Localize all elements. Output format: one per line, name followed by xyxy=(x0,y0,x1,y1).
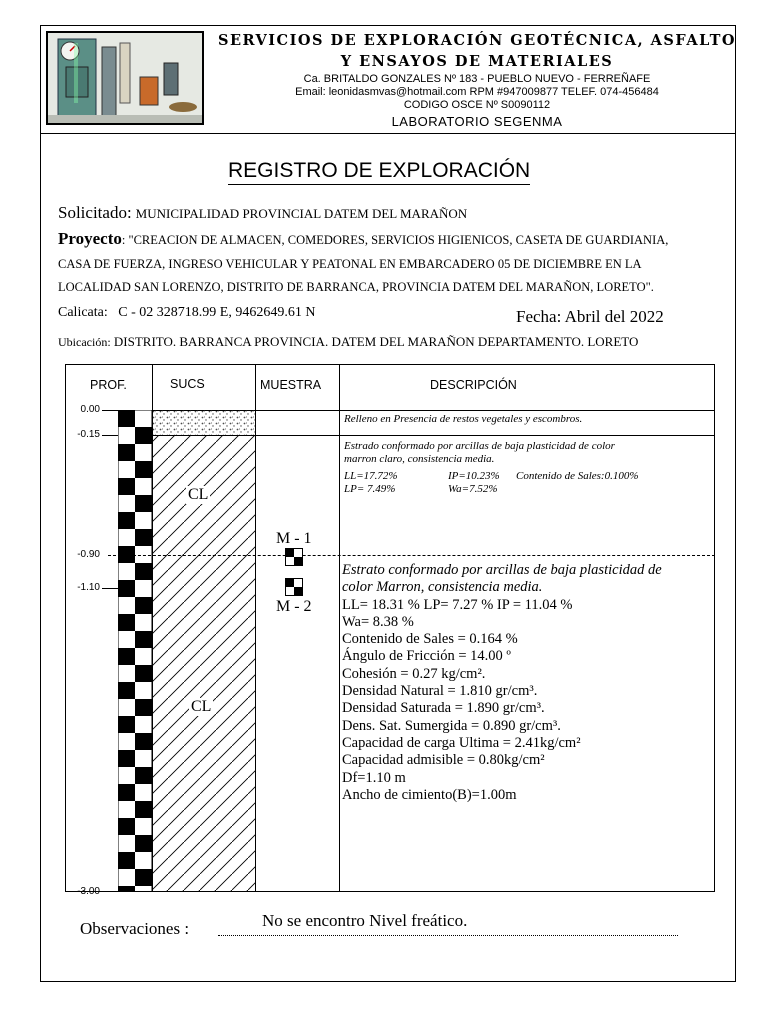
sample-label-m1: M - 1 xyxy=(276,530,312,547)
ubicacion-label: Ubicación: xyxy=(58,335,111,349)
ubicacion-row xyxy=(58,334,638,350)
layer2-props-row1 xyxy=(344,470,714,483)
layer2-sales: Contenido de Sales:0.100% xyxy=(516,470,639,482)
layer3-prop: Contenido de Sales = 0.164 % xyxy=(342,631,518,648)
col-divider-muestra xyxy=(255,364,256,892)
layer2-description xyxy=(344,440,714,496)
header-sucs: SUCS xyxy=(170,377,205,391)
depth-scale-column xyxy=(118,410,152,892)
depth-tick xyxy=(102,891,118,892)
layer2-ll: LL=17.72% xyxy=(344,470,398,482)
proyecto-row xyxy=(58,229,668,249)
sample-marker-icon xyxy=(285,578,303,596)
ubicacion-value: DISTRITO. BARRANCA PROVINCIA. DATEM DEL MARAÑON DEPARTAMENTO. LORETO xyxy=(113,334,639,349)
solicitado-label: Solicitado: xyxy=(58,203,132,222)
layer2-wa: Wa=7.52% xyxy=(448,483,498,495)
layer3-prop: Capacidad admisible = 0.80kg/cm² xyxy=(342,752,545,769)
sample-marker-icon xyxy=(285,548,303,566)
calicata-value: C - 02 328718.99 E, 9462649.61 N xyxy=(118,305,316,320)
proyecto-line3: LOCALIDAD SAN LORENZO, DISTRITO DE BARRANCA, PROVINCIA DATEM DEL MARAÑON, LORETO". xyxy=(58,280,654,294)
company-name-line2: Y ENSAYOS DE MATERIALES xyxy=(340,53,614,70)
depth-tick xyxy=(102,410,118,411)
layer3-prop: Densidad Natural = 1.810 gr/cm³. xyxy=(342,683,538,700)
depth-tick xyxy=(102,435,118,436)
layer3-prop: Ángulo de Fricción = 14.00 º xyxy=(342,648,511,665)
layer3-line1: Estrato conformado por arcillas de baja plasticidad de xyxy=(342,562,662,578)
company-contact: Email: leonidasmvas@hotmail.com RPM #947009877 TELEF. 074-456484 xyxy=(295,86,659,98)
solicitado-value: MUNICIPALIDAD PROVINCIAL DATEM DEL MARAÑON xyxy=(135,206,468,221)
depth-label: -0.90 xyxy=(77,549,100,560)
layer3-prop: Densidad Saturada = 1.890 gr/cm³. xyxy=(342,700,545,717)
layer3-description xyxy=(342,562,714,804)
observaciones-value: No se encontro Nivel freático. xyxy=(262,911,468,930)
sucs-soil-pattern xyxy=(152,410,255,892)
layer2-props-row2 xyxy=(344,483,714,496)
lab-equipment-logo xyxy=(46,31,204,125)
sucs-label-layer2: CL xyxy=(188,486,209,503)
company-name-line1: SERVICIOS DE EXPLORACIÓN GEOTÉCNICA, ASFALTO xyxy=(217,32,737,49)
layer3-prop: LL= 18.31 % LP= 7.27 % IP = 11.04 % xyxy=(342,596,573,613)
header-prof: PROF. xyxy=(90,378,127,392)
layer2-line1: Estrado conformado por arcillas de baja plasticidad de color xyxy=(344,440,615,452)
proyecto-line1: : "CREACION DE ALMACEN, COMEDORES, SERVICIOS HIGIENICOS, CASETA DE GUARDIANIA, xyxy=(121,233,669,247)
observaciones-label: Observaciones : xyxy=(80,919,190,938)
depth-label: -1.10 xyxy=(77,582,100,593)
layer3-prop: Df=1.10 m xyxy=(342,769,406,786)
layer3-prop: Cohesión = 0.27 kg/cm². xyxy=(342,665,486,682)
layer1-description: Relleno en Presencia de restos vegetales y escombros. xyxy=(344,413,583,425)
layer2-line2: marron claro, consistencia media. xyxy=(344,453,495,465)
osce-code: CODIGO OSCE Nº S0090112 xyxy=(403,99,551,111)
layer2-ip: IP=10.23% xyxy=(448,470,500,482)
layer3-prop: Ancho de cimiento(B)=1.00m xyxy=(342,786,517,803)
fecha: Fecha: Abril del 2022 xyxy=(516,307,664,326)
layer2-lp: LP= 7.49% xyxy=(344,483,396,495)
depth-tick xyxy=(102,588,118,589)
layer3-prop: Dens. Sat. Sumergida = 0.890 gr/cm³. xyxy=(342,717,561,734)
document-title: REGISTRO DE EXPLORACIÓN xyxy=(228,158,530,185)
depth-label: 0.00 xyxy=(80,404,100,415)
layer3-prop: Wa= 8.38 % xyxy=(342,613,414,630)
calicata-label: Calicata: xyxy=(58,305,108,320)
col-divider-descripcion xyxy=(339,364,340,892)
proyecto-label: Proyecto xyxy=(58,229,122,248)
header-divider xyxy=(40,133,736,134)
lab-name: LABORATORIO SEGENMA xyxy=(391,114,563,129)
header-muestra: MUESTRA xyxy=(260,378,322,392)
sucs-label-layer3: CL xyxy=(191,698,212,715)
depth-label: -3.00 xyxy=(77,886,100,897)
layer3-line2: color Marron, consistencia media. xyxy=(342,579,543,596)
depth-label: -0.15 xyxy=(77,429,100,440)
company-address: Ca. BRITALDO GONZALES Nº 183 - PUEBLO NUEVO - FERREÑAFE xyxy=(303,73,651,85)
observaciones-dotted-line xyxy=(218,935,678,936)
layer3-prop: Capacidad de carga Ultima = 2.41kg/cm² xyxy=(342,734,581,751)
solicitado-row xyxy=(58,203,467,223)
header-descripcion: DESCRIPCIÓN xyxy=(430,378,517,392)
calicata-row xyxy=(58,305,315,321)
proyecto-line2: CASA DE FUERZA, INGRESO VEHICULAR Y PEATONAL EN EMBARCADERO 05 DE DICIEMBRE EN LA xyxy=(58,257,642,271)
sample-label-m2: M - 2 xyxy=(276,598,312,615)
